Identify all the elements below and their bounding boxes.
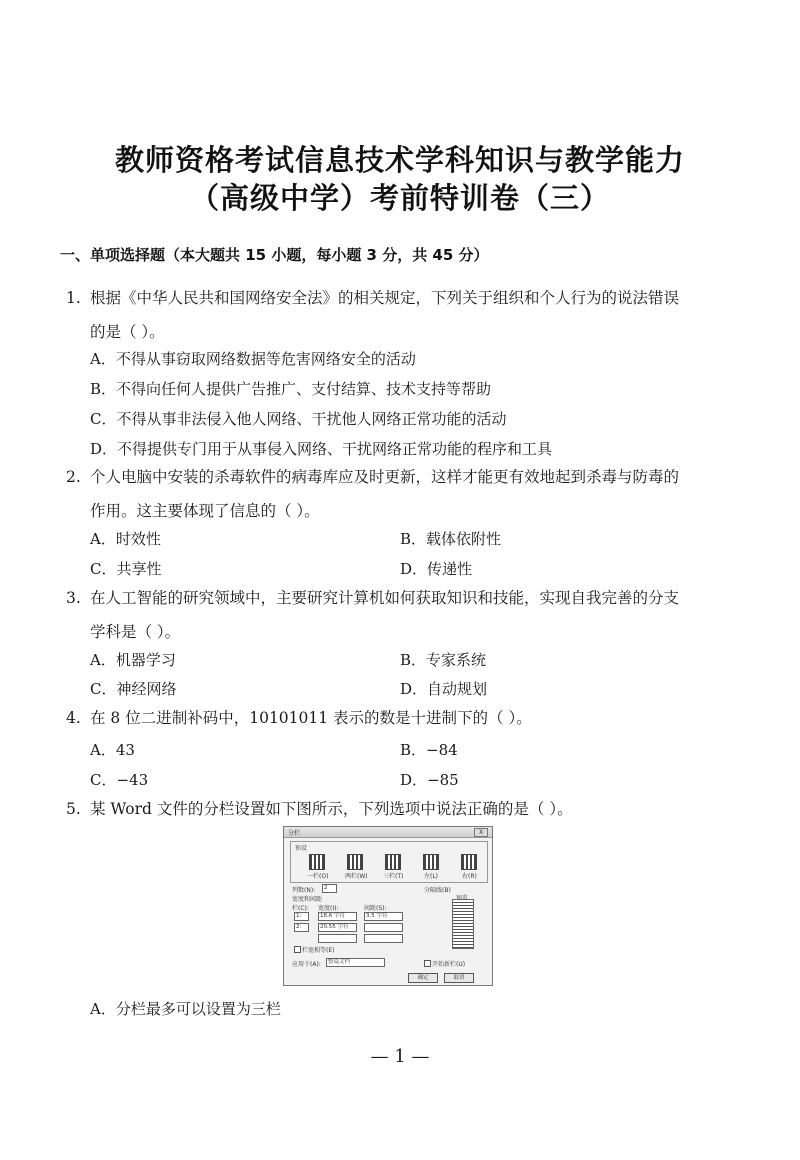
preset-left-label: 左(L) bbox=[424, 873, 439, 880]
col1-spacing: 3.5 字符 bbox=[364, 912, 403, 921]
spacing-header: 间距(S): bbox=[364, 905, 387, 912]
exam-title-line2: （高级中学）考前特训卷（三） bbox=[189, 181, 610, 215]
question-3: 3. 在人工智能的研究领域中，主要研究计算机如何获取知识和技能，实现自我完善的分支 bbox=[66, 589, 680, 607]
dialog-titlebar bbox=[284, 827, 492, 838]
exam-title-line1: 教师资格考试信息技术学科知识与教学能力 bbox=[114, 143, 685, 177]
q1-option-c: C．不得从事非法侵入他人网络、干扰他人网络正常功能的活动 bbox=[90, 410, 507, 428]
question-1-continuation: 的是（ ）。 bbox=[90, 323, 165, 341]
cancel-button: 取消 bbox=[444, 973, 474, 983]
question-5: 5. 某 Word 文件的分栏设置如下图所示，下列选项中说法正确的是（ ）。 bbox=[66, 800, 573, 818]
right-column-icon bbox=[461, 854, 477, 870]
close-icon: X bbox=[474, 828, 488, 837]
q3-option-c: C．神经网络 bbox=[90, 680, 177, 698]
preset-group bbox=[290, 841, 488, 883]
col3-spacing-empty bbox=[364, 934, 403, 943]
separator-checkbox-label: 分隔线(B) bbox=[424, 887, 451, 894]
q2-option-a: A．时效性 bbox=[90, 530, 161, 548]
q3-option-a: A．机器学习 bbox=[90, 651, 176, 669]
col-header: 栏(C): bbox=[292, 905, 309, 912]
columns-count-label: 列数(N): bbox=[292, 887, 316, 894]
q2-option-b: B．载体依附性 bbox=[400, 530, 502, 548]
question-2: 2. 个人电脑中安装的杀毒软件的病毒库应及时更新，这样才能更有效地起到杀毒与防毒的 bbox=[66, 468, 680, 486]
preview-image bbox=[452, 899, 474, 949]
q2-option-d: D．传递性 bbox=[400, 560, 473, 578]
dialog-title: 分栏 bbox=[288, 830, 301, 837]
q4-option-d: D．−85 bbox=[400, 771, 459, 789]
preset-two-label: 两栏(W) bbox=[345, 873, 368, 880]
columns-dialog-figure bbox=[283, 826, 493, 986]
section-heading: 一、单项选择题（本大题共 15 小题，每小题 3 分，共 45 分） bbox=[60, 246, 489, 264]
new-column-label: 开始新栏(U) bbox=[432, 961, 466, 968]
equal-width-label: 栏宽相等(E) bbox=[302, 947, 335, 954]
q4-option-a: A．43 bbox=[90, 741, 135, 759]
two-column-icon bbox=[347, 854, 363, 870]
q4-option-c: C．−43 bbox=[90, 771, 149, 789]
q2-option-c: C．共享性 bbox=[90, 560, 162, 578]
page-number: — 1 — bbox=[370, 1046, 430, 1067]
preset-three-label: 三栏(T) bbox=[383, 873, 404, 880]
equal-width-checkbox bbox=[294, 946, 301, 953]
question-3-continuation: 学科是（ ）。 bbox=[90, 623, 181, 641]
apply-to-select: 整篇文档 bbox=[326, 958, 385, 967]
preset-label: 预设 bbox=[295, 845, 308, 852]
three-column-icon bbox=[385, 854, 401, 870]
question-4: 4. 在 8 位二进制补码中，10101011 表示的数是十进制下的（ ）。 bbox=[66, 709, 532, 727]
question-2-continuation: 作用。这主要体现了信息的（ ）。 bbox=[90, 502, 320, 520]
left-column-icon bbox=[423, 854, 439, 870]
columns-count-value: 2 bbox=[322, 884, 337, 893]
q3-option-d: D．自动规划 bbox=[400, 680, 488, 698]
q3-option-b: B．专家系统 bbox=[400, 651, 487, 669]
apply-to-label: 应用于(A): bbox=[292, 961, 321, 968]
new-column-checkbox bbox=[424, 960, 431, 967]
width-header: 宽度(I): bbox=[318, 905, 339, 912]
one-column-icon bbox=[309, 854, 325, 870]
width-spacing-label: 宽度和间距 bbox=[292, 896, 323, 903]
q5-option-a: A．分栏最多可以设置为三栏 bbox=[90, 1000, 281, 1018]
preset-right-label: 右(R) bbox=[462, 873, 477, 880]
q1-option-d: D．不得提供专门用于从事侵入网络、干扰网络正常功能的程序和工具 bbox=[90, 440, 553, 458]
q1-option-a: A．不得从事窃取网络数据等危害网络安全的活动 bbox=[90, 350, 416, 368]
col2-width: 20.55 字符 bbox=[318, 923, 357, 932]
col2-number: 2: bbox=[294, 923, 309, 932]
preset-one-label: 一栏(O) bbox=[307, 873, 329, 880]
col1-width: 18.6 字符 bbox=[318, 912, 357, 921]
col2-spacing-empty bbox=[364, 923, 403, 932]
question-1: 1. 根据《中华人民共和国网络安全法》的相关规定，下列关于组织和个人行为的说法错误 bbox=[66, 289, 680, 307]
q1-option-b: B．不得向任何人提供广告推广、支付结算、技术支持等帮助 bbox=[90, 380, 492, 398]
ok-button: 确定 bbox=[408, 973, 438, 983]
col3-width-empty bbox=[318, 934, 357, 943]
q4-option-b: B．−84 bbox=[400, 741, 458, 759]
col1-number: 1: bbox=[294, 912, 309, 921]
